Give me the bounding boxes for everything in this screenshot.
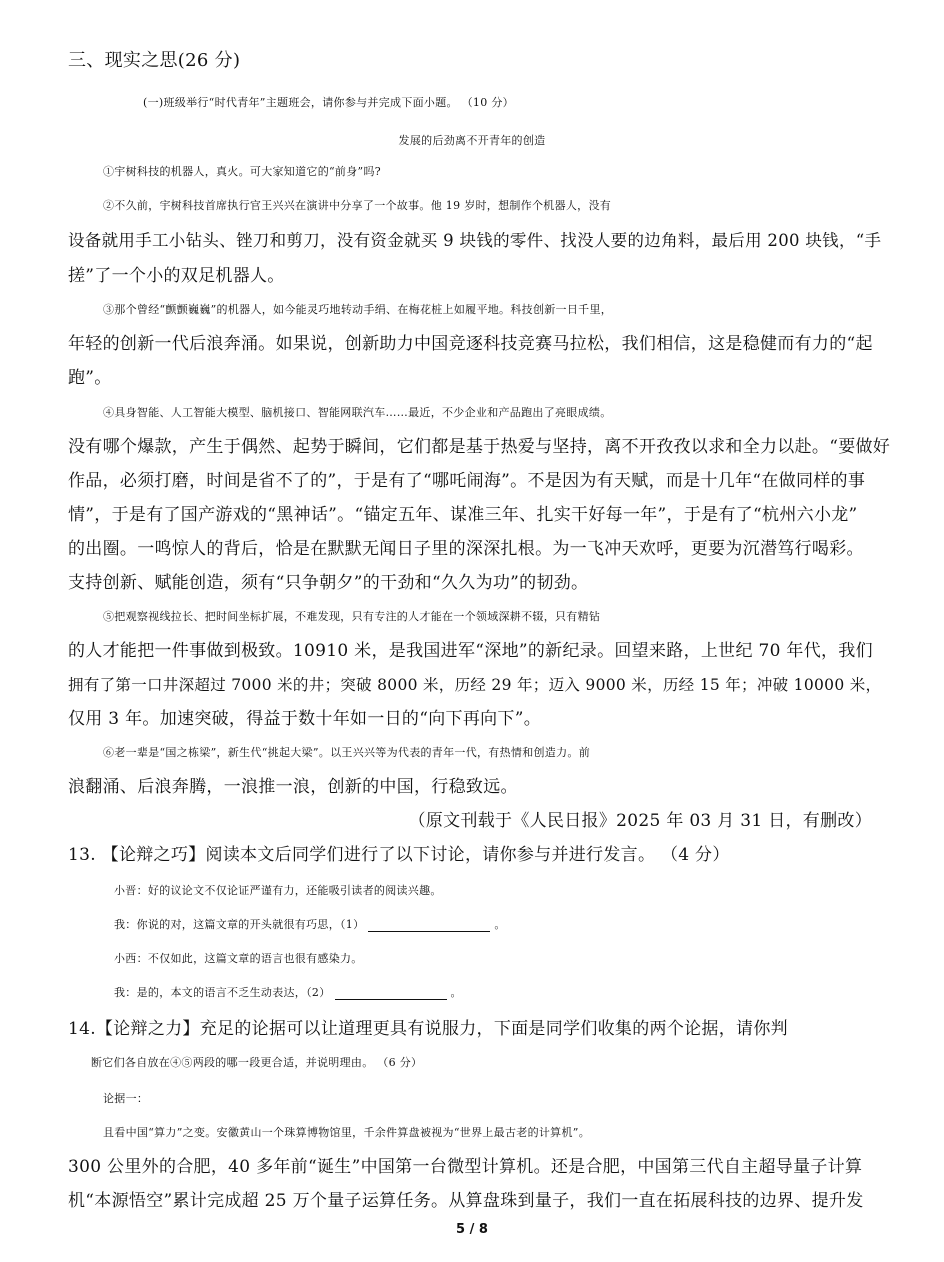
paragraph-6-line: 浪翻涌、后浪奔腾，一浪推一浪，创新的中国，行稳致远。 [68,777,518,797]
dialogue-line [114,976,934,1010]
answer-blank-1[interactable] [368,909,490,932]
paragraph-4-line: 作品，必须打磨，时间是省不了的”，于是有了“哪吒闹海”。不是因为有天赋，而是十几年“在做同样的事 [68,471,866,491]
paragraph-2-line: 设备就用手工小钻头、锉刀和剪刀，没有资金就买 9 块钱的零件、找没人要的边角料，最后用 200 块钱，“手 [68,231,882,250]
paragraph-5-line: 拥有了第一口井深超过 7000 米的井；突破 8000 米，历经 29 年；迈入 9000 米，历经 15 年；冲破 10000 米， [68,676,882,694]
period-mark: 。 [450,986,462,999]
evidence-label: 论据一： [103,1092,149,1105]
paragraph-4-line: 情”，于是有了国产游戏的“黑神话”。“锚定五年、谋准三年、扎实干好每一年”，于是有了“杭州六小龙” [68,505,858,525]
page-number: 5 / 8 [456,1222,488,1237]
paragraph-4-line: 没有哪个爆款，产生于偶然、起势于瞬间，它们都是基于热爱与坚持，离不开孜孜以求和全力以赴。“要做好 [68,437,891,457]
answer-blank-2[interactable] [335,977,447,1000]
question-14-stem: 断它们各自放在④⑤两段的哪一段更合适，并说明理由。 （6 分） [91,1056,423,1069]
subsection-heading: (一)班级举行“时代青年”主题班会，请你参与并完成下面小题。 （10 分） [143,96,514,109]
article-title: 发展的后劲离不开青年的创造 [398,134,546,147]
dialogue-line: 小西：不仅如此，这篇文章的语言也很有感染力。 [114,952,363,965]
section-heading: 三、现实之思(26 分) [68,50,241,71]
paragraph-3-line: ③那个曾经“颤颤巍巍”的机器人，如今能灵巧地转动手绢、在梅花桩上如履平地。科技创新一日千里， [103,303,613,316]
paragraph-5-line: 仅用 3 年。加速突破，得益于数十年如一日的“向下再向下”。 [68,709,542,729]
paragraph-6-line: ⑥老一辈是“国之栋梁”，新生代“挑起大梁”。以王兴兴等为代表的青年一代，有热情和创造力。前 [103,746,590,759]
dialogue-text: 我：你说的对，这篇文章的开头就很有巧思，（1） [114,918,365,931]
paragraph-3-line: 跑”。 [68,368,112,388]
period-mark: 。 [494,918,506,931]
paragraph-3-line: 年轻的创新一代后浪奔涌。如果说，创新助力中国竞逐科技竞赛马拉松，我们相信，这是稳健而有力的“起 [68,334,873,354]
question-14-stem: 14.【论辩之力】充足的论据可以让道理更具有说服力，下面是同学们收集的两个论据，请你判 [68,1019,788,1039]
dialogue-line [114,908,934,942]
question-13-stem: 13. 【论辩之巧】阅读本文后同学们进行了以下讨论，请你参与并进行发言。 （4 分） [68,845,730,865]
paragraph-5-line: 的人才能把一件事做到极致。10910 米，是我国进军“深地”的新纪录。回望来路，上世纪 70 年代，我们 [68,641,873,661]
paragraph-5-line: ⑤把观察视线拉长、把时间坐标扩展，不难发现，只有专注的人才能在一个领域深耕不辍，只有精钻 [103,610,601,623]
paragraph-4-line: ④具身智能、人工智能大模型、脑机接口、智能网联汽车……最近，不少企业和产品跑出了亮眼成绩。 [103,406,612,419]
paragraph-4-line: 支持创新、赋能创造，须有“只争朝夕”的干劲和“久久为功”的韧劲。 [68,573,589,593]
evidence-line: 且看中国“算力”之变。安徽黄山一个珠算博物馆里，千余件算盘被视为“世界上最古老的计算机”。 [103,1126,590,1139]
evidence-line: 机“本源悟空”累计完成超 25 万个量子运算任务。从算盘珠到量子，我们一直在拓展科技的边界、提升发 [68,1191,864,1211]
paragraph-2-line: ②不久前，宇树科技首席执行官王兴兴在演讲中分享了一个故事。他 19 岁时，想制作个机器人，没有 [103,199,612,212]
evidence-line: 300 公里外的合肥，40 多年前“诞生”中国第一台微型计算机。还是合肥，中国第三代自主超导量子计算 [68,1157,863,1177]
paragraph-1-line: ①宇树科技的机器人，真火。可大家知道它的“前身”吗? [103,165,381,178]
paragraph-4-line: 的出圈。一鸣惊人的背后，恰是在默默无闻日子里的深深扎根。为一飞冲天欢呼，更要为沉潜笃行喝彩。 [68,539,864,559]
paragraph-2-line: 搓”了一个小的双足机器人。 [68,266,285,286]
source-citation: （原文刊载于《人民日报》2025 年 03 月 31 日，有删改） [408,811,872,831]
dialogue-text: 我：是的，本文的语言不乏生动表达，（2） [114,986,331,999]
dialogue-line: 小晋：好的议论文不仅论证严谨有力，还能吸引读者的阅读兴趣。 [114,884,442,897]
